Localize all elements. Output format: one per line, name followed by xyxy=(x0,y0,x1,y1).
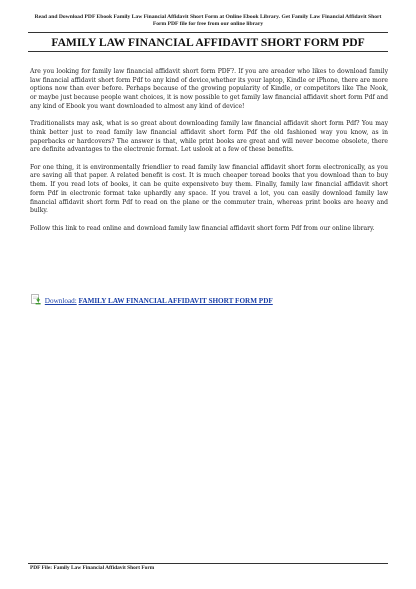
download-prefix[interactable]: Download: xyxy=(44,297,77,305)
body-text xyxy=(30,68,388,242)
header-divider xyxy=(28,32,388,33)
paragraph-follow-link: Follow this link to read online and download family law financial affidavit short form Pdf from our online library. xyxy=(30,224,375,232)
title-divider xyxy=(28,51,388,52)
paragraph-traditionalists: Traditionalists may ask, what is so great about downloading family law financial affidavit short form Pdf? You may think better just to read family law financial affidavit short form Pdf the old fashioned way you know, as in paperbacks or hardcovers? The answer is that, while print books are great and will never become obsolete, there are definite advantages to the electronic format. Let uslook at a few of these benefits. xyxy=(30,120,388,154)
download-icon[interactable] xyxy=(30,294,41,305)
download-link[interactable]: FAMILY LAW FINANCIAL AFFIDAVIT SHORT FORM PDF xyxy=(78,297,273,305)
footer-divider xyxy=(28,563,388,564)
paragraph-benefits: For one thing, it is environmentally friendlier to read family law financial affidavit short form electronically, as you are saving all that paper. A related benefit is cost. It is much cheaper toread books that you download than to buy them. If you read lots of books, it can be quite expensiveto buy them. Finally, family law financial affidavit short form Pdf in electronic format take uphardly any space. If you travel a lot, you can easily download family law financial affidavit short form Pdf to read on the plane or the commuter train, whereas print books are heavy and bulky. xyxy=(30,163,388,215)
header-note: Read and Download PDF Ebook Family Law Financial Affidavit Short Form at Online Ebook Library. Get Family Law Financial Affidavit Short Form PDF file for free from our online library xyxy=(34,14,382,28)
download-row[interactable] xyxy=(30,294,388,306)
footer-note: PDF File: Family Law Financial Affidavit Short Form xyxy=(30,565,155,571)
paragraph-intro: Are you looking for family law financial affidavit short form PDF?. If you are areader who likes to download family law financial affidavit short form Pdf to any kind of device,whether its your laptop, Kindle or iPhone, there are more options now than ever before. Perhaps because of the growing popularity of Kindle, or competitors like The Nook, or maybe just because people want choices, it is now possible to get family law financial affidavit short form Pdf and any kind of Ebook you want downloaded to almost any kind of device! xyxy=(30,68,388,110)
page-title: FAMILY LAW FINANCIAL AFFIDAVIT SHORT FORM PDF xyxy=(51,36,365,49)
